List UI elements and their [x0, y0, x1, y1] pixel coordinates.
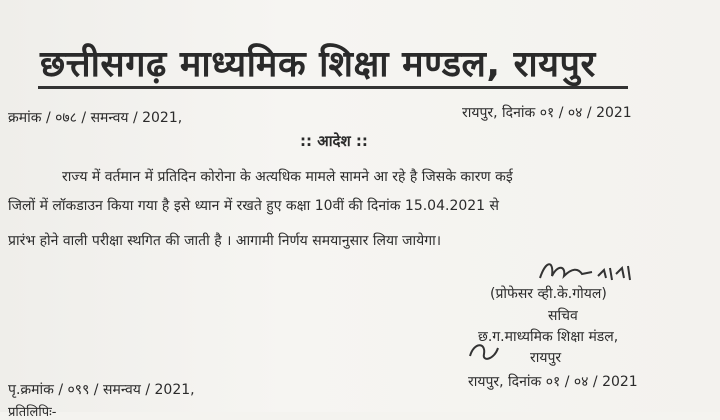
reference-number: क्रमांक / ०७८ / समन्वय / 2021,	[8, 110, 183, 126]
signatory-board: छ.ग.माध्यमिक शिक्षा मंडल,	[478, 329, 619, 345]
order-body-line-3: प्रारंभ होने वाली परीक्षा स्थगित की जाती है । आगामी निर्णय समयानुसार लिया जायेगा।	[8, 233, 442, 249]
copy-reference-number: पृ.क्रमांक / ०९९ / समन्वय / 2021,	[8, 382, 195, 398]
order-body-line-2: जिलों में लॉकडाउन किया गया है इसे ध्यान में रखते हुए कक्षा 10वीं की दिनांक 15.04.2021 से	[8, 198, 499, 214]
handwritten-initial	[466, 338, 502, 364]
order-body-line-1: राज्य में वर्तमान में प्रतिदिन कोरोना के अत्यधिक मामले सामने आ रहे है जिसके कारण कई	[62, 169, 513, 185]
board-header-title: छत्तीसगढ़ माध्यमिक शिक्षा मण्डल, रायपुर	[40, 44, 596, 85]
signatory-city: रायपुर	[530, 350, 562, 366]
signatory-designation: सचिव	[548, 308, 578, 324]
copy-to-label: प्रतिलिपिः-	[8, 405, 57, 420]
signatory-name: (प्रोफेसर व्ही.के.गोयल)	[490, 286, 607, 302]
copy-reference-date: रायपुर, दिनांक ०१ / ०४ / 2021	[468, 374, 638, 390]
order-heading: :: आदेश ::	[300, 132, 368, 150]
header-underline	[38, 86, 628, 89]
reference-date: रायपुर, दिनांक ०१ / ०४ / 2021	[462, 105, 632, 121]
handwritten-signature	[532, 254, 652, 288]
